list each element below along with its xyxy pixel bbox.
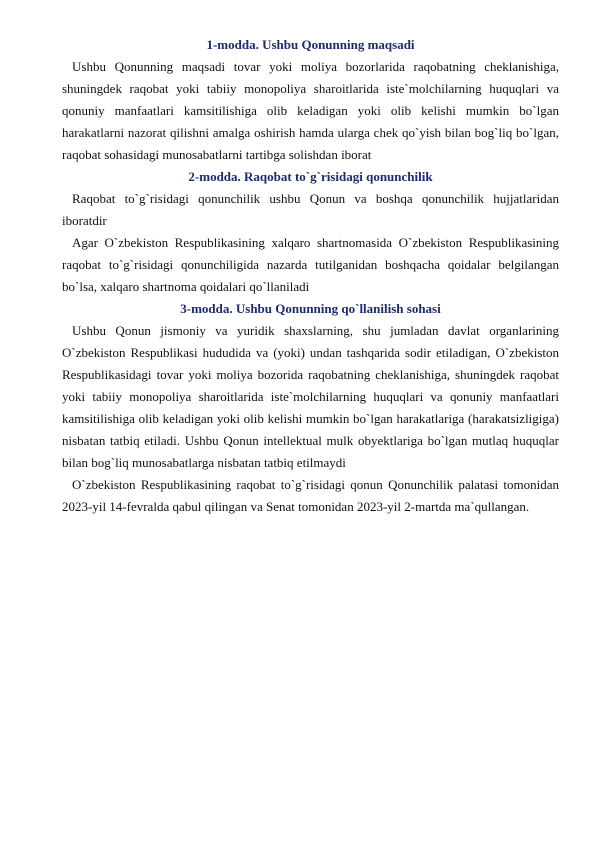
section-3-heading: 3-modda. Ushbu Qonunning qo`llanilish sohasi (180, 301, 441, 316)
section-1-paragraph-1: Ushbu Qonunning maqsadi tovar yoki moliya bozorlarida raqobatning cheklanishiga, shuningdek raqobat yoki tabiiy monopoliya sharoitlarida iste`molchilarning huquqlari va qonuniy manfaatlari kamsitilishiga olib keladigan yoki olib kelishi mumkin bo`lgan harakatlarni nazorat qilishni amalga oshirish hamda ularga chek qo`yish bilan bog`liq bo`lgan, raqobat sohasidagi munosabatlarni tartibga solishdan iborat (62, 59, 559, 162)
document-body (62, 34, 559, 518)
section-2-paragraph-1: Raqobat to`g`risidagi qonunchilik ushbu Qonun va boshqa qonunchilik hujjatlaridan iboratdir (62, 191, 559, 228)
section-3-paragraph-2: O`zbekiston Respublikasining raqobat to`g`risidagi qonun Qonunchilik palatasi tomonidan 2023-yil 14-fevralda qabul qilingan va Senat tomonidan 2023-yil 2-martda ma`qullangan. (62, 477, 559, 514)
section-3-paragraph-1: Ushbu Qonun jismoniy va yuridik shaxslarning, shu jumladan davlat organlarining O`zbekiston Respublikasi hududida va (yoki) undan tashqarida sodir etiladigan, O`zbekiston Respublikasidagi tovar yoki moliya bozorida raqobatning cheklanishiga, shuningdek raqobat yoki tabiiy monopoliya sharoitlarida iste`molchilarning huquqlari va qonuniy manfaatlari kamsitilishiga olib keladigan yoki olib kelishi mumkin bo`lgan harakatlariga (harakatsizligiga) nisbatan tatbiq etiladi. Ushbu Qonun intellektual mulk obyektlariga bo`lgan mutlaq huquqlar bilan bog`liq munosabatlarga nisbatan tatbiq etilmaydi (62, 323, 559, 470)
section-2-heading: 2-modda. Raqobat to`g`risidagi qonunchilik (188, 169, 433, 184)
section-1-heading: 1-modda. Ushbu Qonunning maqsadi (206, 37, 415, 52)
section-2-paragraph-2: Agar O`zbekiston Respublikasining xalqaro shartnomasida O`zbekiston Respublikasining raqobat to`g`risidagi qonunchiligida nazarda tutilganidan boshqacha qoidalar belgilangan bo`lsa, xalqaro shartnoma qoidalari qo`llaniladi (62, 235, 559, 294)
